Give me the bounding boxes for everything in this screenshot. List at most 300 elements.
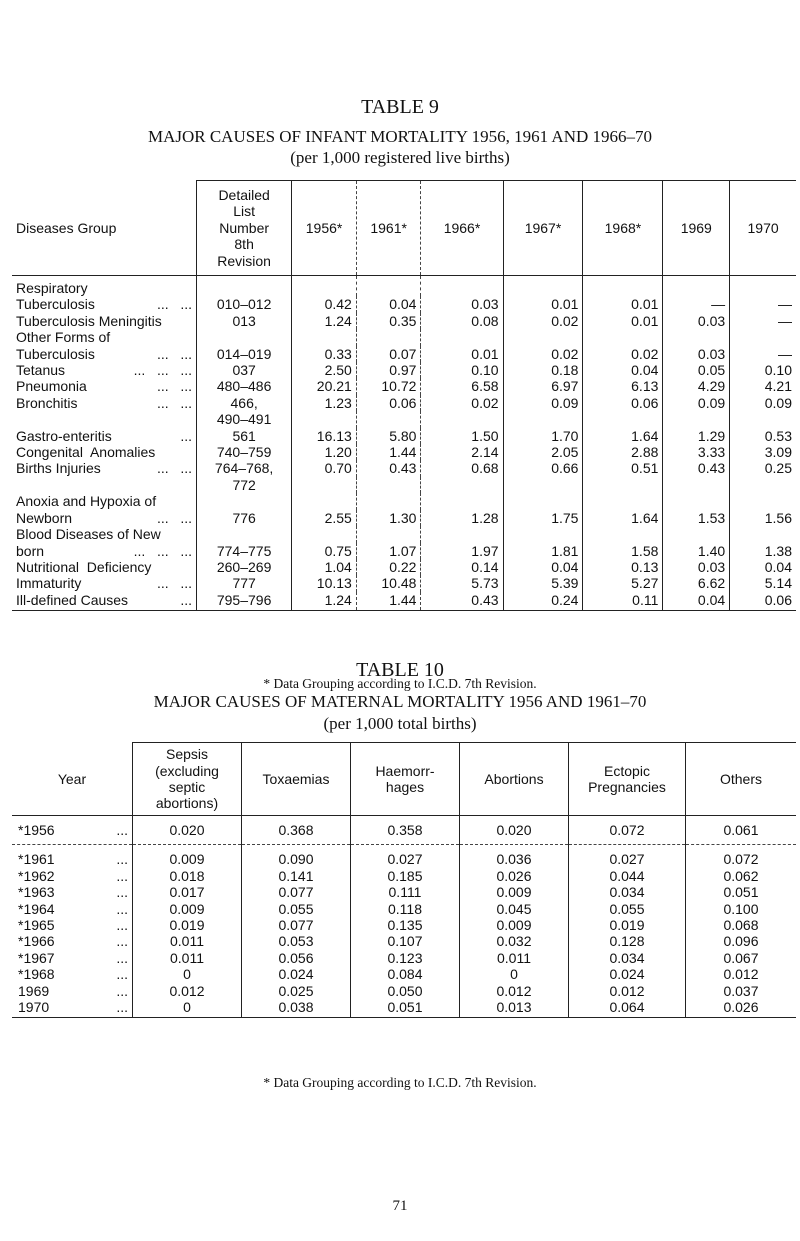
disease-label (12, 444, 197, 460)
table9-title: TABLE 9 (361, 96, 439, 118)
empty-cell (583, 477, 663, 493)
leader-dots: ... (180, 427, 192, 444)
table-row (12, 460, 796, 476)
empty-cell (197, 526, 292, 542)
header-1966: 1966* (421, 181, 503, 276)
empty-cell (292, 477, 357, 493)
rate-value: 0.072 (686, 845, 797, 868)
disease-name: Pneumonia (16, 378, 87, 395)
rate-value: 10.13 (292, 575, 357, 591)
disease-name: Newborn (16, 509, 73, 526)
rate-value: 1.64 (583, 510, 663, 526)
empty-cell (356, 329, 421, 345)
table-row (12, 346, 796, 362)
rate-value: 0.01 (421, 346, 503, 362)
table-row (12, 296, 796, 312)
empty-cell (663, 477, 730, 493)
table10-footnote: * Data Grouping according to I.C.D. 7th Revision. (263, 1075, 537, 1090)
rate-value: — (778, 345, 792, 362)
table9-row-continuation (12, 411, 796, 427)
rate-value: — (778, 296, 792, 313)
rate-value: 0.04 (356, 296, 421, 312)
rate-value: 0 (133, 999, 242, 1018)
header-others: Others (686, 743, 797, 816)
year-label: *1963 (18, 884, 55, 901)
table10-subtitle: MAJOR CAUSES OF MATERNAL MORTALITY 1956 AND 1961–70 (153, 692, 647, 711)
rate-value: 0.09 (503, 395, 583, 411)
rate-value: 0.062 (686, 868, 797, 884)
table9-header-row (12, 181, 796, 276)
empty-cell (730, 411, 796, 427)
maternal-mortality-table (12, 742, 796, 1018)
list-number: 466, (197, 395, 292, 411)
table-row (12, 428, 796, 444)
rate-value: 0.084 (351, 966, 460, 982)
list-number: 777 (197, 575, 292, 591)
rate-value: 0.027 (351, 845, 460, 868)
rate-value: 0 (460, 966, 569, 982)
header-1967: 1967* (503, 181, 583, 276)
rate-value: 5.39 (503, 575, 583, 591)
rate-value: 1.70 (503, 428, 583, 444)
empty-cell (730, 477, 796, 493)
rate-value: 0.04 (663, 592, 730, 611)
leader-dots: ... (116, 851, 128, 868)
leader-dots: ... ... (156, 509, 192, 526)
header-sepsis-l2: (excluding (155, 762, 219, 779)
rate-value: 0.036 (460, 845, 569, 868)
rate-value: 0.123 (351, 950, 460, 966)
table-row (12, 884, 796, 900)
empty-cell (503, 526, 583, 542)
leader-dots: ... ... (156, 460, 192, 477)
rate-value: 0.077 (242, 884, 351, 900)
empty-cell (292, 329, 357, 345)
header-detailed-list-l2: List (233, 203, 256, 220)
empty-cell (12, 477, 197, 493)
header-diseases-group: Diseases Group (12, 181, 197, 276)
rate-value: 0.358 (351, 816, 460, 845)
leader-dots: ... ... (156, 378, 192, 395)
rate-value: 0.09 (764, 394, 792, 411)
rate-value: 1.38 (764, 542, 792, 559)
empty-cell (356, 526, 421, 542)
disease-label (12, 592, 197, 611)
rate-value: 0.026 (686, 999, 797, 1018)
table-row (12, 559, 796, 575)
rate-value: 0.43 (421, 592, 503, 611)
disease-name: Tuberculosis Meningitis (16, 312, 162, 329)
empty-cell (421, 526, 503, 542)
table-row (12, 845, 796, 868)
rate-value: 0.050 (351, 983, 460, 999)
rate-value: 0.02 (421, 395, 503, 411)
year-label: 1970 (18, 999, 50, 1016)
rate-value: 0.10 (764, 362, 792, 379)
disease-name: Congenital Anomalies (16, 444, 156, 461)
rate-value: 0 (133, 966, 242, 982)
list-number: 010–012 (197, 296, 292, 312)
rate-value: 0.009 (460, 884, 569, 900)
table-row (12, 395, 796, 411)
empty-cell (421, 477, 503, 493)
header-sepsis (133, 743, 242, 816)
year-label: *1966 (18, 933, 55, 950)
empty-cell (583, 276, 663, 297)
header-haemorrhages-l1: Haemorr- (375, 762, 435, 779)
rate-value: 1.40 (663, 543, 730, 559)
rate-value: 0.027 (569, 845, 686, 868)
empty-cell (356, 276, 421, 297)
disease-label (12, 362, 197, 378)
list-number: 480–486 (197, 378, 292, 394)
rate-value: 1.50 (421, 428, 503, 444)
table-row (12, 816, 796, 845)
rate-value: 5.14 (764, 575, 792, 592)
year-label: *1964 (18, 900, 55, 917)
rate-value: 0.11 (583, 592, 663, 611)
disease-name: Ill-defined Causes (16, 591, 129, 608)
rate-value: 0.034 (569, 884, 686, 900)
rate-value: 2.50 (292, 362, 357, 378)
rate-value: 0.053 (242, 933, 351, 949)
list-number: 260–269 (197, 559, 292, 575)
rate-value: 0.01 (583, 296, 663, 312)
list-number: 037 (197, 362, 292, 378)
rate-value: 16.13 (292, 428, 357, 444)
rate-value: 0.009 (460, 917, 569, 933)
rate-value: 0.055 (242, 901, 351, 917)
leader-dots: ... (116, 867, 128, 884)
rate-value: 0.75 (292, 543, 357, 559)
rate-value: 0.135 (351, 917, 460, 933)
rate-value: 1.58 (583, 543, 663, 559)
rate-value: 0.011 (460, 950, 569, 966)
rate-value: 1.20 (292, 444, 357, 460)
year-label: *1967 (18, 949, 55, 966)
rate-value: 0.024 (242, 966, 351, 982)
empty-cell (356, 411, 421, 427)
list-number: 561 (197, 428, 292, 444)
empty-cell (503, 477, 583, 493)
rate-value: 1.30 (356, 510, 421, 526)
rate-value: 0.08 (421, 313, 503, 329)
year-cell (12, 999, 133, 1018)
table10-header-row (12, 743, 796, 816)
header-detailed-list-l5: Revision (217, 252, 271, 269)
year-cell (12, 933, 133, 949)
rate-value: 3.33 (663, 444, 730, 460)
year-label: *1965 (18, 917, 55, 934)
rate-value: 0.03 (663, 313, 730, 329)
rate-value: 0.42 (292, 296, 357, 312)
disease-label (12, 296, 197, 312)
empty-cell (663, 493, 730, 509)
rate-value: 0.051 (351, 999, 460, 1018)
empty-cell (197, 493, 292, 509)
rate-value: 0.53 (764, 427, 792, 444)
rate-value: 0.06 (356, 395, 421, 411)
rate-value: 0.185 (351, 868, 460, 884)
empty-cell (292, 411, 357, 427)
rate-value: 10.72 (356, 378, 421, 394)
table-row (12, 966, 796, 982)
empty-cell (292, 276, 357, 297)
rate-value: 0.13 (583, 559, 663, 575)
rate-value: 0.077 (242, 917, 351, 933)
rate-value: 0.068 (686, 917, 797, 933)
rate-value: 0.038 (242, 999, 351, 1018)
leader-dots: ... (116, 949, 128, 966)
list-number: 795–796 (197, 592, 292, 611)
rate-value: 1.53 (663, 510, 730, 526)
empty-cell (292, 526, 357, 542)
table9-row-continuation (12, 329, 796, 345)
header-ectopic (569, 743, 686, 816)
rate-value: — (778, 312, 792, 329)
rate-value: 1.44 (356, 444, 421, 460)
rate-value: 2.14 (421, 444, 503, 460)
list-number: 776 (197, 510, 292, 526)
table9-row-continuation (12, 477, 796, 493)
rate-value: 0.096 (686, 933, 797, 949)
rate-value: 0.51 (583, 460, 663, 476)
rate-value: 0.04 (503, 559, 583, 575)
table-row (12, 983, 796, 999)
table-row (12, 592, 796, 611)
rate-value: 0.68 (421, 460, 503, 476)
rate-value: 0.024 (569, 966, 686, 982)
rate-value: 0.43 (356, 460, 421, 476)
header-1956: 1956* (292, 181, 357, 276)
empty-cell (663, 329, 730, 345)
header-1969: 1969 (663, 181, 730, 276)
rate-value: 0.011 (133, 933, 242, 949)
empty-cell (421, 329, 503, 345)
rate-value: 0.012 (569, 983, 686, 999)
disease-label (12, 543, 197, 559)
rate-value: 1.97 (421, 543, 503, 559)
year-cell (12, 868, 133, 884)
leader-dots: ... (116, 999, 128, 1016)
rate-value: 1.24 (292, 313, 357, 329)
empty-cell (421, 493, 503, 509)
rate-value: 0.35 (356, 313, 421, 329)
rate-value: 2.55 (292, 510, 357, 526)
rate-value: 0.06 (730, 592, 796, 611)
rate-value: 6.13 (583, 378, 663, 394)
leader-dots: ... (116, 900, 128, 917)
list-number-line2: 772 (197, 477, 292, 493)
header-1961: 1961* (356, 181, 421, 276)
rate-value: 0.017 (133, 884, 242, 900)
rate-value: 1.24 (292, 592, 357, 611)
table-row (12, 950, 796, 966)
list-number: 764–768, (197, 460, 292, 476)
empty-cell (421, 411, 503, 427)
table-row (12, 917, 796, 933)
table-row (12, 933, 796, 949)
rate-value: 0.02 (503, 313, 583, 329)
rate-value: 0.090 (242, 845, 351, 868)
empty-cell (583, 526, 663, 542)
rate-value: 0.24 (503, 592, 583, 611)
rate-value: 0.011 (133, 950, 242, 966)
infant-mortality-table (12, 180, 796, 611)
header-haemorrhages (351, 743, 460, 816)
disease-label-line1: Other Forms of (16, 329, 111, 346)
disease-label-line1: Respiratory (16, 280, 88, 296)
disease-label (12, 313, 197, 329)
year-cell (12, 884, 133, 900)
table-row (12, 868, 796, 884)
leader-dots: ... ... ... (133, 362, 192, 379)
rate-value: 1.56 (764, 509, 792, 526)
table-row (12, 313, 796, 329)
list-number-line2: 490–491 (197, 411, 292, 427)
rate-value: 0.100 (686, 901, 797, 917)
rate-value: 1.75 (503, 510, 583, 526)
rate-value: 2.05 (503, 444, 583, 460)
leader-dots: ... (116, 966, 128, 983)
header-sepsis-l4: abortions) (155, 795, 219, 812)
rate-value: 0.18 (503, 362, 583, 378)
rate-value: 0.03 (421, 296, 503, 312)
rate-value: 0.064 (569, 999, 686, 1018)
disease-label (12, 460, 197, 476)
empty-cell (503, 411, 583, 427)
table-row (12, 543, 796, 559)
year-label: *1968 (18, 966, 55, 983)
empty-cell (583, 493, 663, 509)
rate-value: 0.012 (686, 966, 797, 982)
table-row (12, 999, 796, 1018)
year-cell (12, 816, 133, 845)
leader-dots: ... ... ... (133, 542, 192, 559)
table-row (12, 575, 796, 591)
disease-name: Bronchitis (16, 394, 78, 411)
list-number: 014–019 (197, 346, 292, 362)
header-sepsis-l1: Sepsis (165, 746, 209, 763)
page-number: 71 (392, 1198, 408, 1214)
disease-label (12, 378, 197, 394)
table9-row-continuation (12, 526, 796, 542)
empty-cell (292, 493, 357, 509)
rate-value: 0.04 (764, 558, 792, 575)
table10-subtitle-units: (per 1,000 total births) (323, 714, 477, 733)
empty-cell (583, 329, 663, 345)
leader-dots: ... (116, 917, 128, 934)
disease-label (12, 428, 197, 444)
rate-value: 6.97 (503, 378, 583, 394)
disease-label (12, 510, 197, 526)
empty-cell (730, 526, 796, 542)
rate-value: 0.10 (421, 362, 503, 378)
header-ectopic-l2: Pregnancies (588, 779, 666, 795)
rate-value: 0.034 (569, 950, 686, 966)
empty-cell (583, 411, 663, 427)
rate-value: 0.020 (460, 816, 569, 845)
rate-value: 0.032 (460, 933, 569, 949)
rate-value: 0.25 (764, 460, 792, 477)
rate-value: 1.07 (356, 543, 421, 559)
rate-value: 0.013 (460, 999, 569, 1018)
rate-value: 0.020 (133, 816, 242, 845)
disease-name: born (16, 542, 45, 559)
empty-cell (663, 276, 730, 297)
disease-name: Gastro-enteritis (16, 427, 112, 444)
rate-value: 0.09 (663, 395, 730, 411)
empty-cell (503, 493, 583, 509)
year-cell (12, 917, 133, 933)
rate-value: 0.141 (242, 868, 351, 884)
table-row (12, 378, 796, 394)
empty-cell (12, 411, 197, 427)
header-ectopic-l1: Ectopic (604, 762, 650, 779)
leader-dots: ... (116, 982, 128, 999)
rate-value: 1.23 (292, 395, 357, 411)
rate-value: 0.03 (663, 346, 730, 362)
rate-value: 5.73 (421, 575, 503, 591)
list-number: 740–759 (197, 444, 292, 460)
rate-value: 0.009 (133, 901, 242, 917)
rate-value: 5.80 (356, 428, 421, 444)
disease-label (12, 346, 197, 362)
rate-value: 4.21 (764, 378, 792, 395)
header-haemorrhages-l2: hages (385, 779, 425, 795)
leader-dots: ... (116, 822, 128, 838)
empty-cell (503, 329, 583, 345)
rate-value: 0.66 (503, 460, 583, 476)
rate-value: 6.62 (663, 575, 730, 591)
year-label: *1956 (18, 822, 55, 838)
year-cell (12, 950, 133, 966)
table9-row-continuation (12, 276, 796, 297)
rate-value: 0.01 (583, 313, 663, 329)
rate-value: 0.06 (583, 395, 663, 411)
rate-value: 20.21 (292, 378, 357, 394)
empty-cell (663, 526, 730, 542)
table9-row-continuation (12, 493, 796, 509)
empty-cell (421, 276, 503, 297)
rate-value: 0.05 (663, 362, 730, 378)
rate-value: 1.29 (663, 428, 730, 444)
table9-subtitle: MAJOR CAUSES OF INFANT MORTALITY 1956, 1961 AND 1966–70 (147, 127, 653, 146)
empty-cell (356, 493, 421, 509)
header-toxaemias: Toxaemias (242, 743, 351, 816)
rate-value: 1.04 (292, 559, 357, 575)
rate-value: 0.012 (460, 983, 569, 999)
header-detailed-list-l4: 8th (234, 236, 254, 253)
rate-value: 3.09 (764, 444, 792, 461)
rate-value: 0.012 (133, 983, 242, 999)
year-cell (12, 845, 133, 868)
rate-value: 0.009 (133, 845, 242, 868)
table-row (12, 444, 796, 460)
empty-cell (663, 411, 730, 427)
rate-value: 10.48 (356, 575, 421, 591)
year-cell (12, 966, 133, 982)
rate-value: 0.07 (356, 346, 421, 362)
table9-subtitle-units: (per 1,000 registered live births) (290, 148, 510, 167)
leader-dots: ... ... (156, 394, 192, 411)
disease-name: Immaturity (16, 575, 82, 592)
empty-cell (730, 329, 796, 345)
rate-value: 0.056 (242, 950, 351, 966)
disease-name: Tuberculosis (16, 345, 95, 362)
rate-value: 0.072 (569, 816, 686, 845)
empty-cell (730, 493, 796, 509)
